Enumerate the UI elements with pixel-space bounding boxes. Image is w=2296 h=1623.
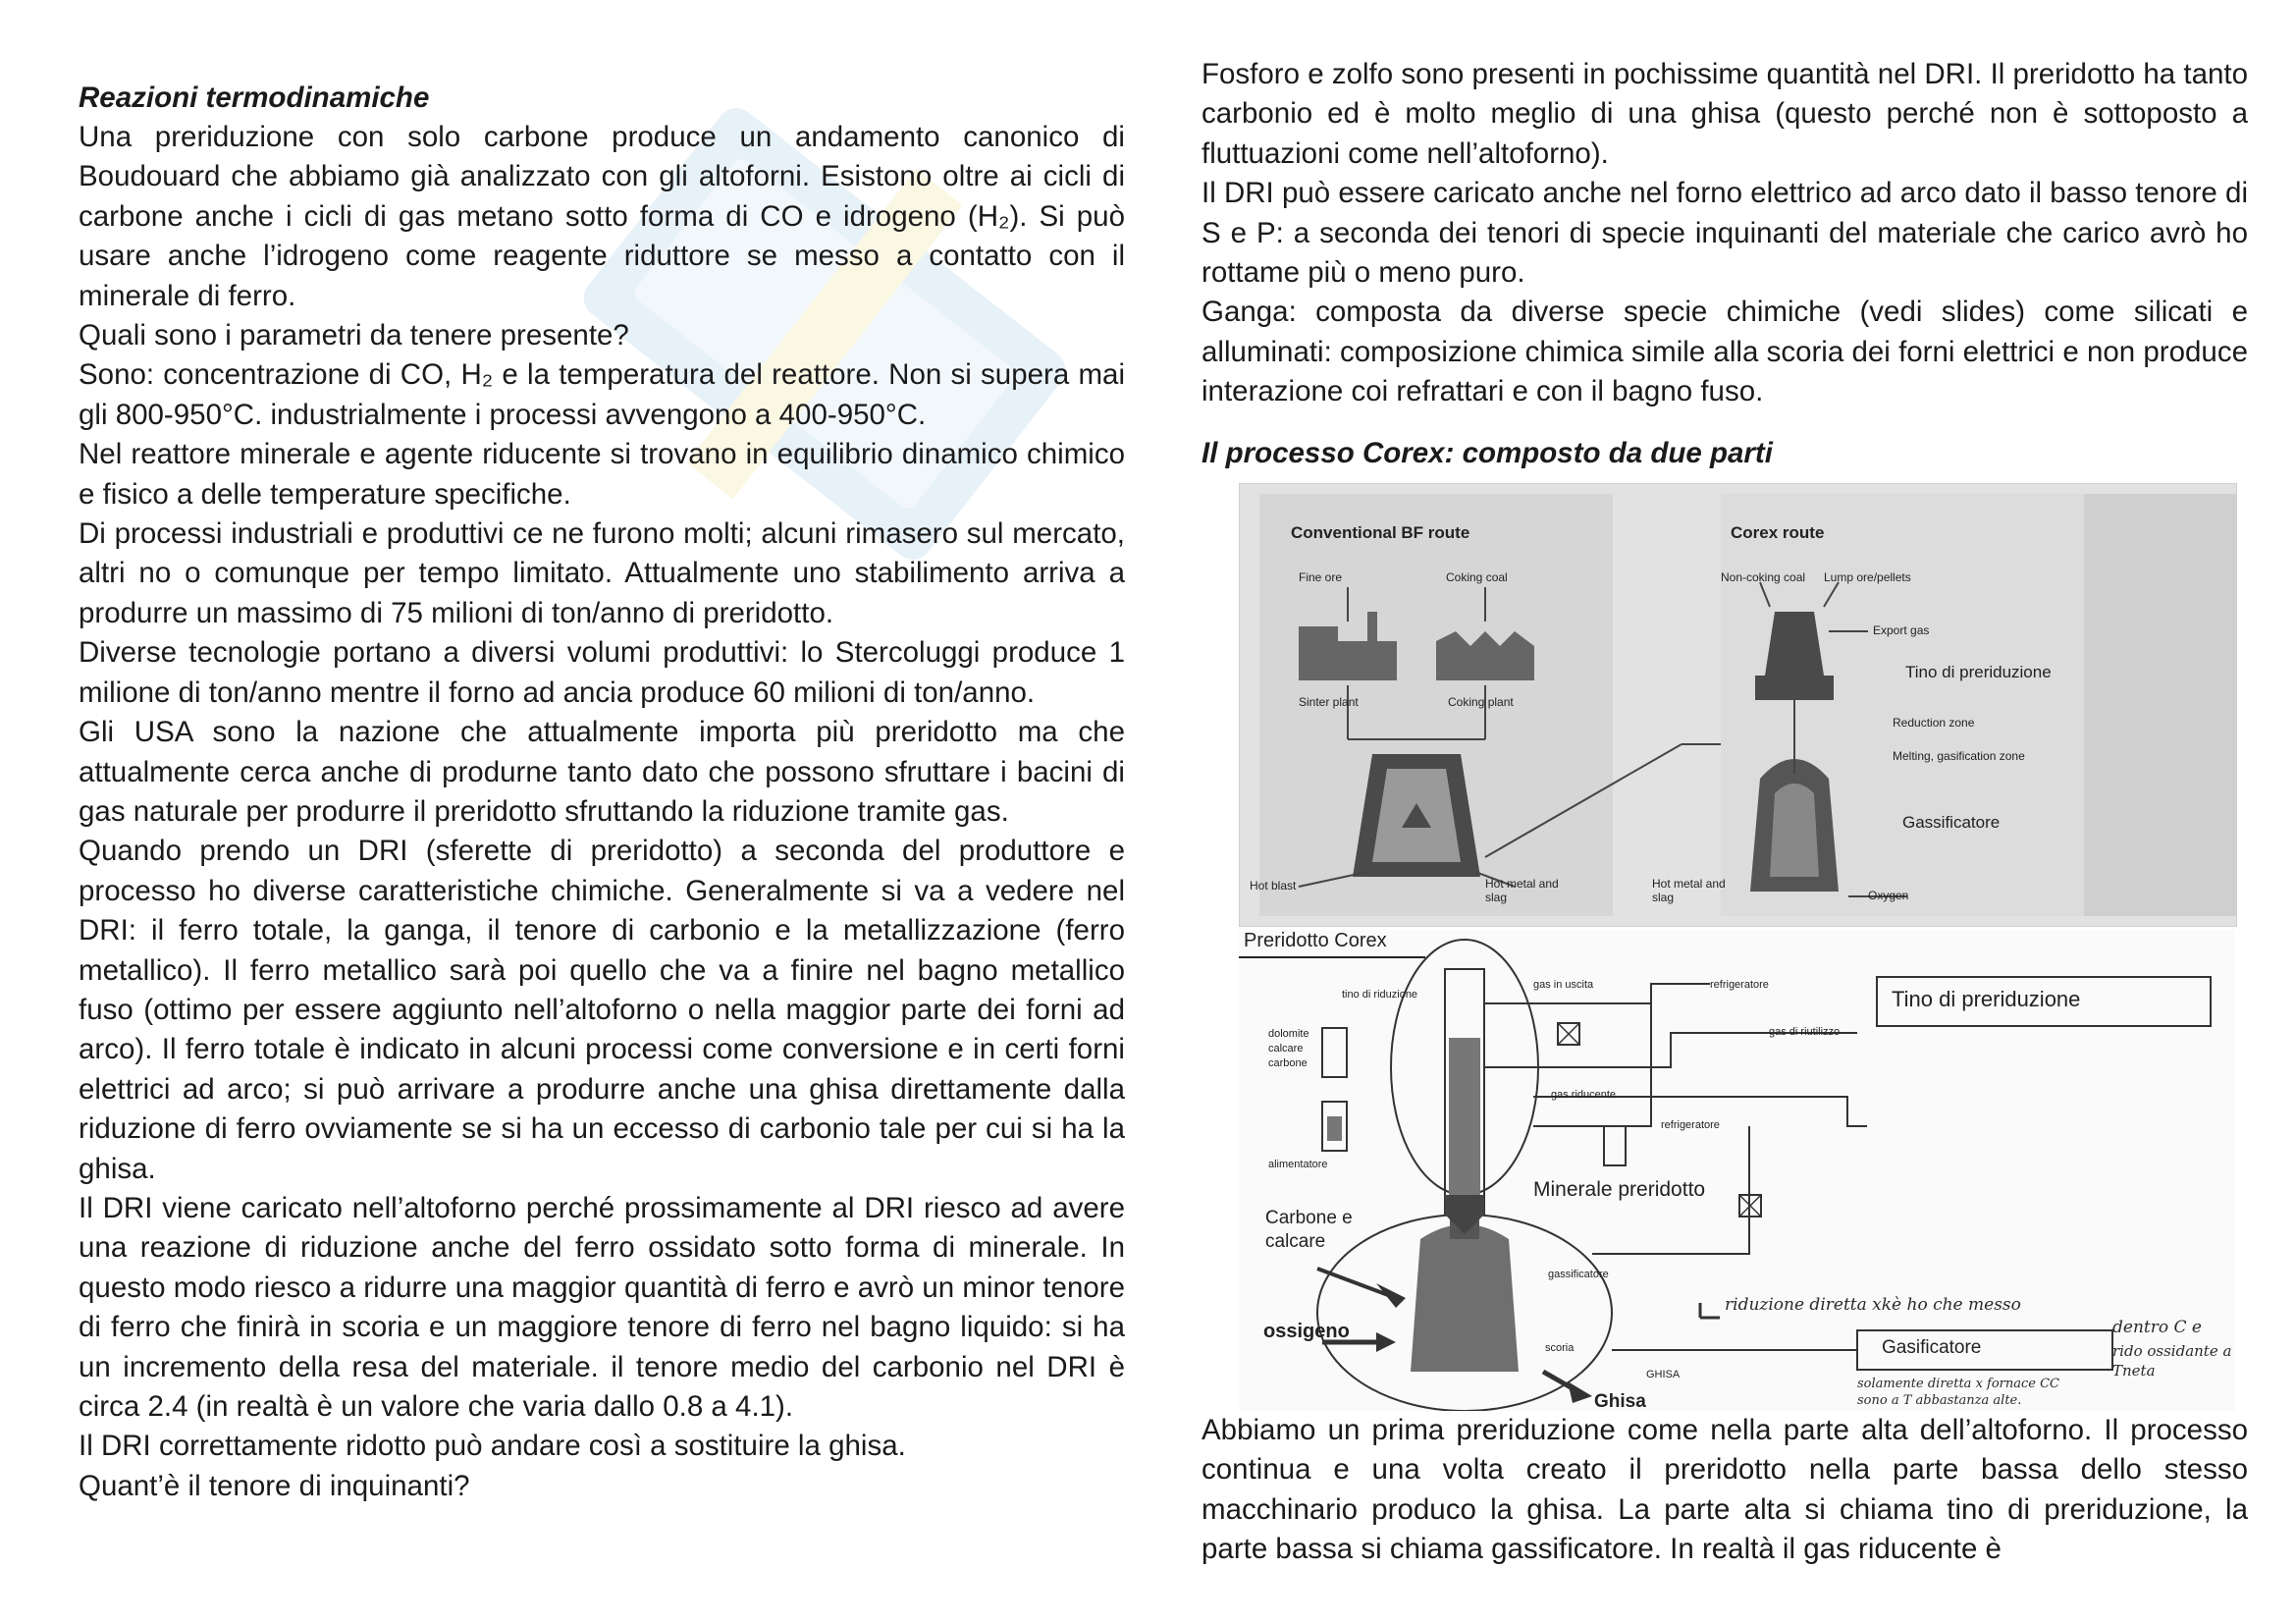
paragraph: Ganga: composta da diverse specie chimiche (vedi slides) come silicati e alluminati: composizione chimica simile alla scoria dei forni elettrici e non produce interazione coi refrattari e con il bagno fuso. [1201,296,2248,408]
label-preridotto-corex-title: Preridotto Corex [1244,930,1387,951]
section-heading-reazioni: Reazioni termodinamiche [79,81,430,114]
label-hot-metal-corex: Hot metal and slag [1652,877,1726,904]
left-body [79,118,1125,1506]
corex-schematic [1239,930,2235,1411]
paragraph: Una preriduzione con solo carbone produce un andamento canonico di Boudouard che abbiamo già analizzato con gli altoforni. Esistono oltre ai cicli di carbone anche i cicli di gas metano sotto forma di CO e idrogeno (H₂). Si può usare anche l’idrogeno come reagente riduttore se messo a contatto con il minerale di ferro. [79,121,1125,312]
paragraph-corex: Abbiamo un prima preriduzione come nella parte alta dell’altoforno. Il processo continua e una volta creato il preridotto nella parte bassa dello stesso macchinario produco la ghisa. La parte alta si chiama tino di preriduzione, la parte bassa si chiama gassificatore. In realtà il gas riducente è [1201,1414,2248,1566]
label-ghisa-small: GHISA [1646,1369,1681,1380]
label-gas-uscita: gas in uscita [1533,979,1594,991]
paragraph: Quali sono i parametri da tenere presente? [79,319,629,352]
label-gassificatore: Gassificatore [1902,813,2001,832]
label-lump-ore: Lump ore/pellets [1824,570,1911,584]
label-refrigeratore-mid: refrigeratore [1661,1119,1720,1131]
label-tino-box: Tino di preriduzione [1892,987,2081,1011]
routes-drawing [1240,484,2236,926]
handwritten-note: solamente diretta x fornace CC [1857,1377,2060,1391]
label-reduction-zone: Reduction zone [1893,716,1975,730]
handwritten-note: rido ossidante a [2112,1342,2232,1360]
label-gasificatore-box: Gasificatore [1882,1337,1982,1358]
label-carbone-small: carbone [1268,1057,1308,1069]
handwritten-note: dentro C e [2112,1318,2202,1337]
paragraph: Il DRI correttamente ridotto può andare così a sostituire la ghisa. [79,1430,906,1463]
paragraph: Quant’è il tenore di inquinanti? [79,1469,470,1502]
label-hot-metal-bf: Hot metal and slag [1485,877,1559,904]
paragraph: Il DRI può essere caricato anche nel forno elettrico ad arco dato il basso tenore di S e P: a seconda dei tenori di specie inquinanti del materiale che carico avrò ho rottame più o meno puro. [1201,177,2248,290]
paragraph: Diverse tecnologie portano a diversi volumi produttivi: lo Stercoluggi produce 1 milione di ton/anno mentre il forno ad ancia produce 60 milioni di ton/anno. [79,636,1125,709]
right-body-top [1201,55,2248,412]
label-tino-preriduzione: Tino di preriduzione [1905,663,2052,681]
label-export-gas: Export gas [1873,623,1930,637]
corex-figure [1239,483,2235,1411]
handwritten-note: riduzione diretta xkè ho che messo [1725,1295,2021,1315]
paragraph: Gli USA sono la nazione che attualmente importa più preridotto ma che attualmente cerca anche di produrne tanto dato che possono sfruttare i bacini di gas naturale per produrre il preridotto sfruttando la riduzione tramite gas. [79,716,1125,828]
label-gas-riducente: gas riducente [1551,1089,1617,1101]
label-hot-blast: Hot blast [1250,879,1297,893]
label-bf-title: Conventional BF route [1291,523,1470,542]
label-dolomite: dolomite [1268,1028,1309,1040]
paragraph: Nel reattore minerale e agente riducente si trovano in equilibrio dinamico chimico e fisico a delle temperature specifiche. [79,438,1125,511]
label-coking-plant: Coking plant [1448,695,1514,709]
label-coking-coal: Coking coal [1446,570,1508,584]
label-melting-zone: Melting, gasification zone [1893,749,2025,763]
paragraph: Quando prendo un DRI (sferette di preridotto) a seconda del produttore e processo ho diverse caratteristiche chimiche. Generalmente si va a vedere nel DRI: il ferro totale, la ganga, il tenore di carbonio e la metallizzazione (ferro metallico). Il ferro metallico sarà poi quello che va a finire nel bagno metallico fuso (ottimo per essere aggiunto nell’altoforno o nella maggior parte dei forni ad arco). Il ferro totale è indicato in alcuni processi come conversione e in certi forni elettrici ad arco; si può arrivare a produrre anche una ghisa direttamente dalla riduzione di ferro ovviamente se si ha un eccesso di carbonio tale per cui si ha la ghisa. [79,835,1125,1185]
label-fine-ore: Fine ore [1299,570,1343,584]
paragraph: Di processi industriali e produttivi ce ne furono molti; alcuni rimasero sul mercato, altri no o comunque per tempo limitato. Attualmente uno stabilimento arriva a produrre un massimo di 75 milioni di ton/anno di preridotto. [79,517,1125,629]
label-oxygen: Oxygen [1868,889,1909,902]
label-non-coking-coal: Non-coking coal [1721,570,1806,584]
label-ghisa: Ghisa [1594,1391,1646,1412]
label-gas-riutilizzo: gas di riutilizzo [1769,1026,1841,1038]
label-alimentatore: alimentatore [1268,1159,1328,1170]
figure-routes-comparison [1239,483,2237,927]
label-refrigeratore-top: refrigeratore [1710,979,1769,991]
paragraph: Il DRI viene caricato nell’altoforno perché prossimamente al DRI riesco ad avere una reazione di riduzione anche del ferro ossidato sotto forma di minerale. In questo modo riesco a ridurre una maggior quantità di ferro e avrò un minor tenore di ferro che finirà in scoria e un maggiore tenore di ferro nel bagno liquido: si ha un incremento della resa del materiale. il tenore medio del carbonio nel DRI è circa 2.4 (in realtà è un valore che varia dallo 0.8 a 4.1). [79,1191,1125,1423]
label-sinter-plant: Sinter plant [1299,695,1359,709]
label-ossigeno: ossigeno [1263,1321,1350,1342]
figure-preridotto-corex [1239,930,2235,1411]
label-scoria: scoria [1545,1342,1575,1354]
label-tino-riduzione: tino di riduzione [1342,989,1418,1001]
label-corex-title: Corex route [1731,523,1825,542]
label-gassificatore-small: gassificatore [1548,1269,1609,1280]
paragraph: Fosforo e zolfo sono presenti in pochissime quantità nel DRI. Il preridotto ha tanto carbonio ed è molto meglio di una ghisa (questo perché non è sottoposto a fluttuazioni come nell’altoforno). [1201,58,2248,170]
handwritten-note: sono a T abbastanza alte. [1857,1393,2022,1408]
section-heading-corex: Il processo Corex: composto da due parti [1201,437,1773,469]
label-minerale-preridotto: Minerale preridotto [1533,1178,1706,1201]
handwritten-note: Tneta [2112,1362,2156,1380]
label-carbone-calcare: Carbone e calcare [1265,1208,1353,1252]
label-calcare: calcare [1268,1043,1304,1055]
paragraph: Sono: concentrazione di CO, H₂ e la temperatura del reattore. Non si supera mai gli 800-950°C. industrialmente i processi avvengono a 400-950°C. [79,358,1125,431]
